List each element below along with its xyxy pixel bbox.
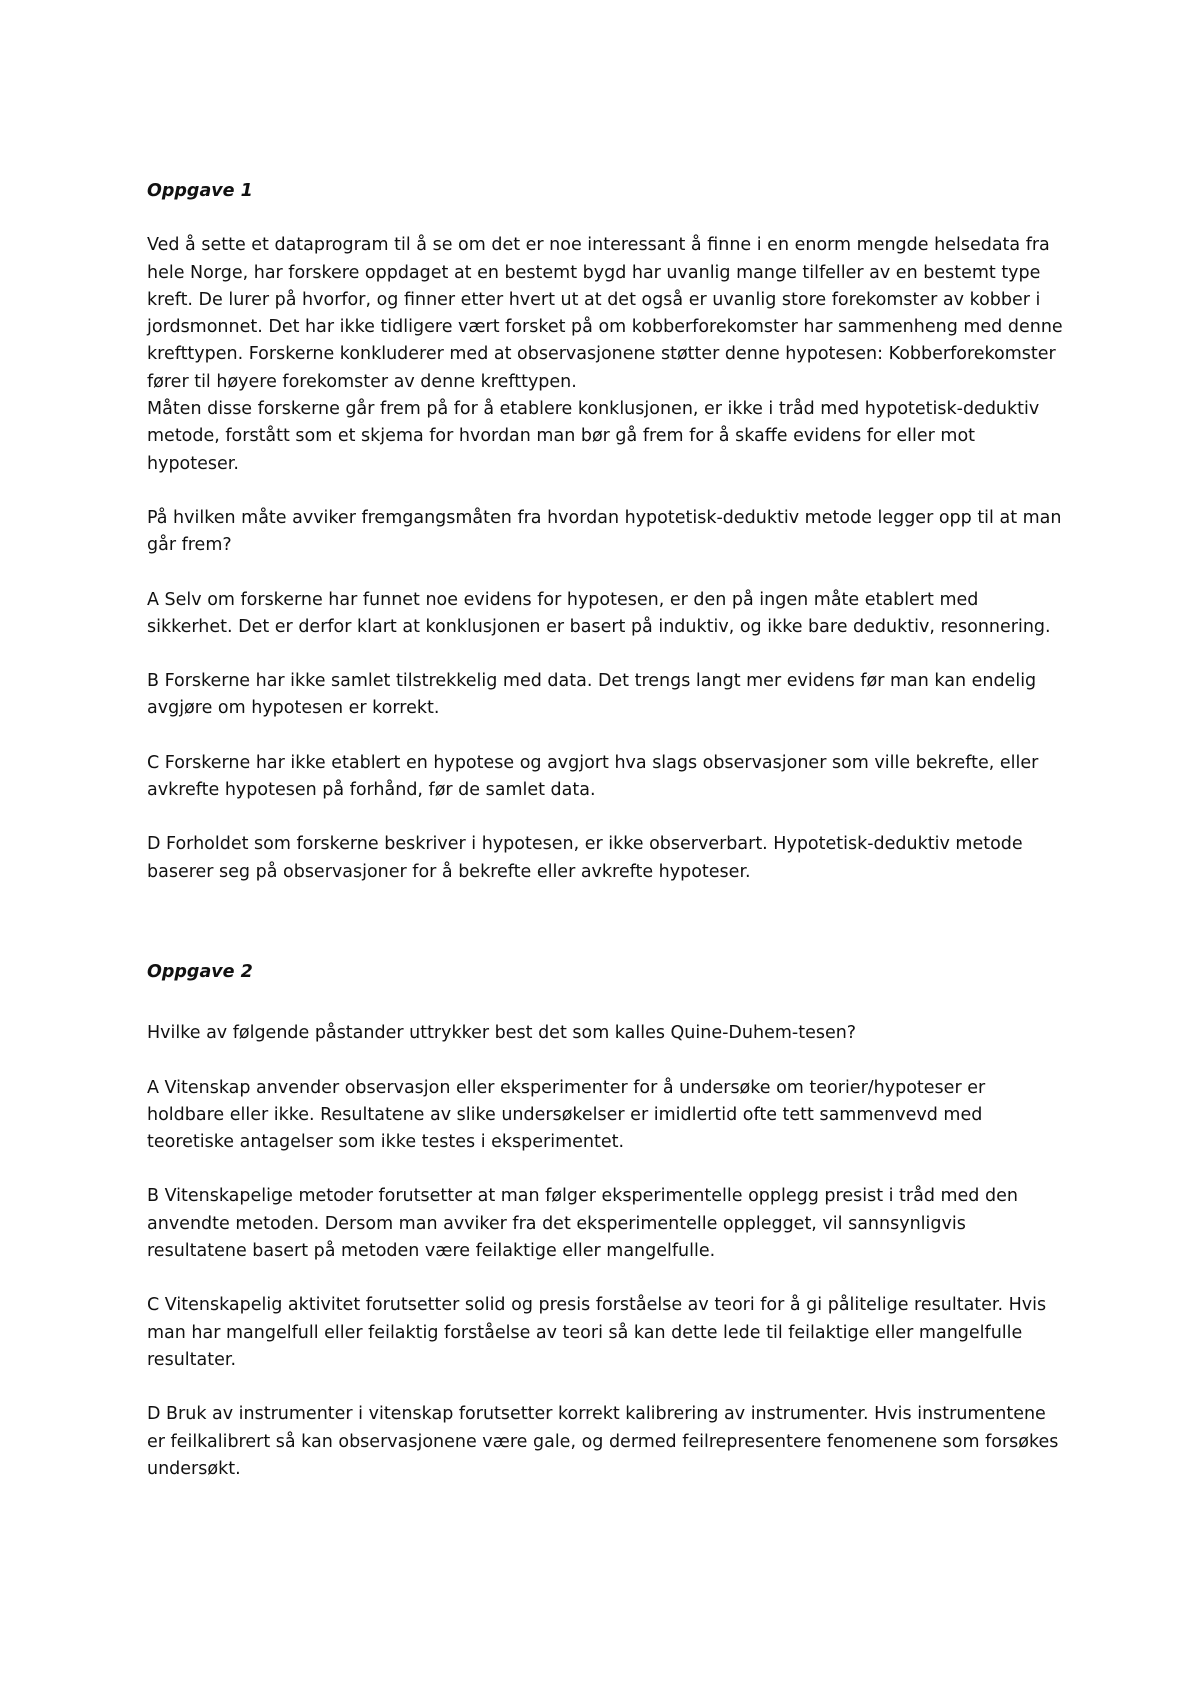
task-1-intro-continued: Måten disse forskerne går frem på for å etablere konklusjonen, er ikke i tråd med hypotetisk-deduktiv metode, forstått som et skjema for hvordan man bør gå frem for å skaffe evidens for eller mot hypoteser. xyxy=(147,399,1040,474)
document-page xyxy=(147,178,1067,1483)
task-2-option-a: A Vitenskap anvender observasjon eller eksperimenter for å undersøke om teorier/hypoteser er holdbare eller ikke. Resultatene av slike undersøkelser er imidlertid ofte tett sammenvevd med teoretiske antagelser som ikke testes i eksperimentet. xyxy=(147,1077,986,1153)
task-1-option-c: C Forskerne har ikke etablert en hypotese og avgjort hva slags observasjoner som ville bekrefte, eller avkrefte hypotesen på forhånd, før de samlet data. xyxy=(147,752,1039,801)
task-2-option-b: B Vitenskapelige metoder forutsetter at man følger eksperimentelle opplegg presist i tråd med den anvendte metoden. Dersom man avviker fra det eksperimentelle opplegget, vil sannsynligvis resultatene basert på metoden være feilaktige eller mangelfulle. xyxy=(147,1186,1018,1262)
task-2-option-d: D Bruk av instrumenter i vitenskap forutsetter korrekt kalibrering av instrumenter. Hvis instrumentene er feilkalibrert så kan observasjonene være gale, og dermed feilrepresentere fenomenene som forsøkes undersøkt. xyxy=(147,1404,1059,1479)
task-1-option-d: D Forholdet som forskerne beskriver i hypotesen, er ikke observerbart. Hypotetisk-deduktiv metode baserer seg på observasjoner for å bekrefte eller avkrefte hypoteser. xyxy=(147,834,1023,882)
task-1-intro: Ved å sette et dataprogram til å se om det er noe interessant å finne i en enorm mengde helsedata fra hele Norge, har forskere oppdaget at en bestemt bygd har uvanlig mange tilfeller av en bestemt type kreft. De lurer på hvorfor, og finner etter hvert ut at det også er uvanlig store forekomster av kobber i jordsmonnet. Det har ikke tidligere vært forsket på om kobberforekomster har sammenheng med denne krefttypen. Forskerne konkluderer med at observasjonene støtter denne hypotesen: Kobberforekomster fører til høyere forekomster av denne krefttypen. xyxy=(147,235,1063,392)
task-1-option-b: B Forskerne har ikke samlet tilstrekkelig med data. Det trengs langt mer evidens før man kan endelig avgjøre om hypotesen er korrekt. xyxy=(147,671,1037,719)
task-1-option-a: A Selv om forskerne har funnet noe evidens for hypotesen, er den på ingen måte etablert med sikkerhet. Det er derfor klart at konklusjonen er basert på induktiv, og ikke bare deduktiv, resonnering. xyxy=(147,589,1051,637)
task-2-option-c: C Vitenskapelig aktivitet forutsetter solid og presis forståelse av teori for å gi pålitelige resultater. Hvis man har mangelfull eller feilaktig forståelse av teori så kan dette lede til feilaktige eller mangelfulle resultater. xyxy=(147,1295,1047,1370)
task-1-question: På hvilken måte avviker fremgangsmåten fra hvordan hypotetisk-deduktiv metode legger opp til at man går frem? xyxy=(147,507,1062,556)
task-1-heading: Oppgave 1 xyxy=(147,181,253,201)
task-2-question: Hvilke av følgende påstander uttrykker best det som kalles Quine-Duhem-tesen? xyxy=(147,1023,857,1044)
task-2-heading: Oppgave 2 xyxy=(147,961,253,982)
